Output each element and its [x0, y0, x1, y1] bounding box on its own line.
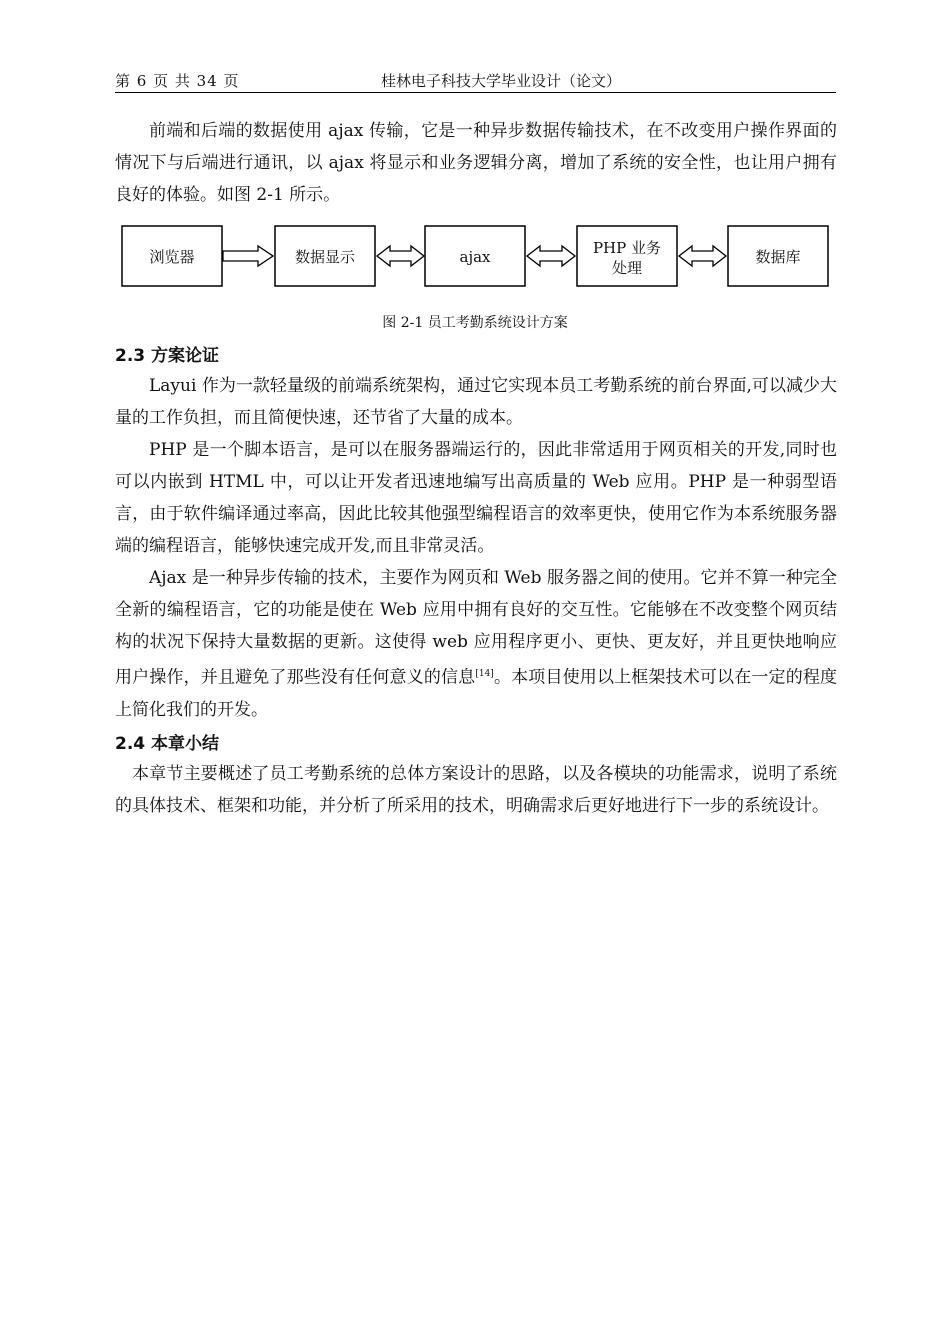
section-heading-2-4: 2.4 本章小结 [115, 734, 220, 754]
section-heading-2-3: 2.3 方案论证 [115, 346, 220, 366]
figure-caption: 图 2-1 员工考勤系统设计方案 [382, 315, 568, 331]
paragraph-php: PHP 是一个脚本语言，是可以在服务器端运行的，因此非常适用于网页相关的开发,同时也可以内嵌到 HTML 中，可以让开发者迅速地编写出高质量的 Web 应用。PHP 是一种弱型语言，由于软件编译通过率高，因此比较其他强型编程语言的效率更快，使用它作为本系统服务器端的编程语言，能够快速完成开发,而且非常灵活。 [115, 440, 837, 556]
page-number: 第 6 页 共 34 页 [115, 72, 240, 90]
paragraph-summary: 本章节主要概述了员工考勤系统的总体方案设计的思路，以及各模块的功能需求，说明了系统的具体技术、框架和功能，并分析了所采用的技术，明确需求后更好地进行下一步的系统设计。 [115, 764, 837, 816]
paragraph-ajax [115, 562, 837, 726]
box-label-browser: 浏览器 [149, 248, 195, 266]
paragraph-ajax-intro: 前端和后端的数据使用 ajax 传输，它是一种异步数据传输技术，在不改变用户操作界面的情况下与后端进行通讯，以 ajax 将显示和业务逻辑分离，增加了系统的安全性，也让用户拥有良好的体验。如图 2-1 所示。 [115, 121, 837, 205]
arrow-display-ajax [377, 246, 424, 266]
arrow-ajax-php [527, 246, 575, 266]
box-label-database: 数据库 [755, 248, 801, 266]
paragraph-ajax-main: Ajax 是一种异步传输的技术，主要作为网页和 Web 服务器之间的使用。它并不算一种完全全新的编程语言，它的功能是使在 Web 应用中拥有良好的交互性。它能够在不改变整个网页结构的状况下保持大量数据的更新。这使得 web 应用程序更小、更快、更友好，并且更快地响应用户操作，并且避免了那些没有任何意义的信息 [115, 568, 837, 688]
arrow-php-database [679, 246, 726, 266]
citation-ref: [14] [475, 669, 494, 679]
paragraph-layui: Layui 作为一款轻量级的前端系统架构，通过它实现本员工考勤系统的前台界面,可以减少大量的工作负担，而且简便快速，还节省了大量的成本。 [115, 376, 837, 428]
box-label-php-line2: 处理 [611, 259, 643, 277]
box-label-ajax: ajax [459, 248, 491, 266]
box-label-php-line1: PHP 业务 [592, 239, 662, 257]
thesis-title: 桂林电子科技大学毕业设计（论文） [381, 72, 622, 90]
box-label-display: 数据显示 [294, 248, 356, 266]
paragraph-ajax-tail: 。本项目使用以上框架技术可以在一定的程度上简化我们的开发。 [115, 667, 838, 720]
arrow-browser-to-display [223, 246, 273, 266]
system-design-diagram [0, 0, 950, 300]
